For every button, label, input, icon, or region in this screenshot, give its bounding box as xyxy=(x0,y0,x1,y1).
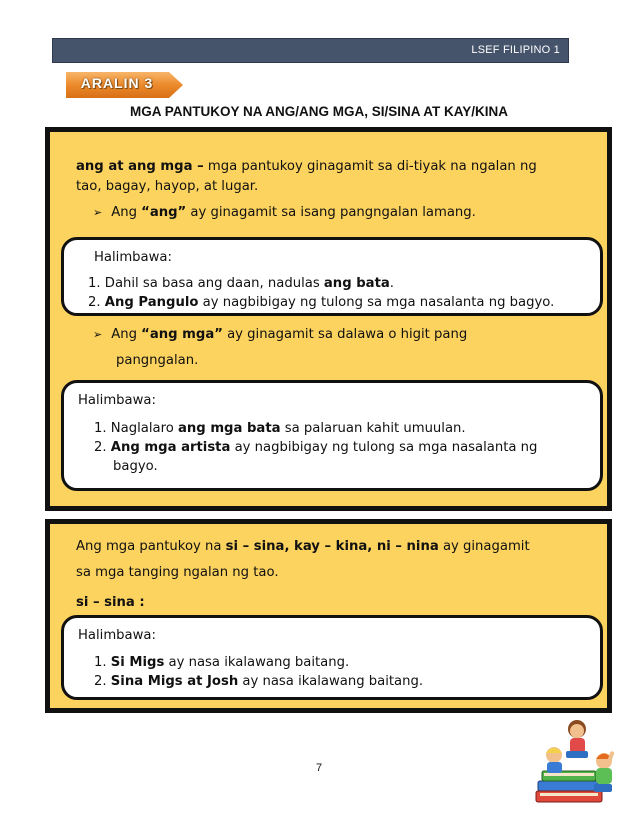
example-item-1: 1. Si Migs ay nasa ikalawang baitang. xyxy=(94,655,350,670)
definition-text: mga pantukoy ginagamit sa di-tiyak na ngalan ng xyxy=(203,159,537,174)
definition-term: ang at ang mga – xyxy=(76,159,204,174)
page-title: MGA PANTUKOY NA ANG/ANG MGA, SI/SINA AT KAY/KINA xyxy=(129,104,508,119)
definition-panel-si-sina xyxy=(45,519,612,713)
arrow-bullet-icon: ➢ xyxy=(93,206,103,219)
arrow-bullet-icon: ➢ xyxy=(93,328,103,341)
definition-line-2: tao, bagay, hayop, at lugar. xyxy=(76,179,259,194)
example-item-2: 2. Ang mga artista ay nagbibigay ng tulong sa mga nasalanta ng xyxy=(94,440,538,455)
example-heading: Halimbawa: xyxy=(94,250,172,265)
bullet-ang-mga-line-2: pangngalan. xyxy=(116,353,199,368)
header-text: LSEF FILIPINO 1 xyxy=(471,44,560,56)
header-bar xyxy=(52,38,569,63)
intro-line-1: Ang mga pantukoy na si – sina, kay – kina, ni – nina ay ginagamit xyxy=(76,539,530,554)
bullet-ang-mga: ➢ Ang “ang mga” ay ginagamit sa dalawa o higit pang xyxy=(93,325,467,345)
example-item-1: 1. Naglalaro ang mga bata sa palaruan kahit umuulan. xyxy=(94,421,466,436)
lesson-tag xyxy=(66,72,183,98)
example-box-ang xyxy=(61,237,603,316)
example-item-1: 1. Dahil sa basa ang daan, nadulas ang bata. xyxy=(88,276,394,291)
intro-line-2: sa mga tanging ngalan ng tao. xyxy=(76,565,279,580)
bullet-ang: ➢ Ang “ang” ay ginagamit sa isang pangngalan lamang. xyxy=(93,203,476,223)
example-item-2: 2. Ang Pangulo ay nagbibigay ng tulong sa mga nasalanta ng bagyo. xyxy=(88,295,555,310)
example-box-ang-mga xyxy=(61,380,603,491)
definition-line-1 xyxy=(76,157,537,177)
page-number: 7 xyxy=(315,762,323,774)
example-item-2-line-2: bagyo. xyxy=(113,459,158,474)
subhead-si-sina: si – sina : xyxy=(76,595,145,610)
example-heading: Halimbawa: xyxy=(78,628,156,643)
example-heading: Halimbawa: xyxy=(78,393,156,408)
children-reading-books-icon xyxy=(530,715,625,810)
example-item-2: 2. Sina Migs at Josh ay nasa ikalawang baitang. xyxy=(94,674,424,689)
definition-panel-ang xyxy=(45,127,612,511)
example-box-si-sina xyxy=(61,615,603,700)
lesson-label: ARALIN 3 xyxy=(80,75,154,91)
